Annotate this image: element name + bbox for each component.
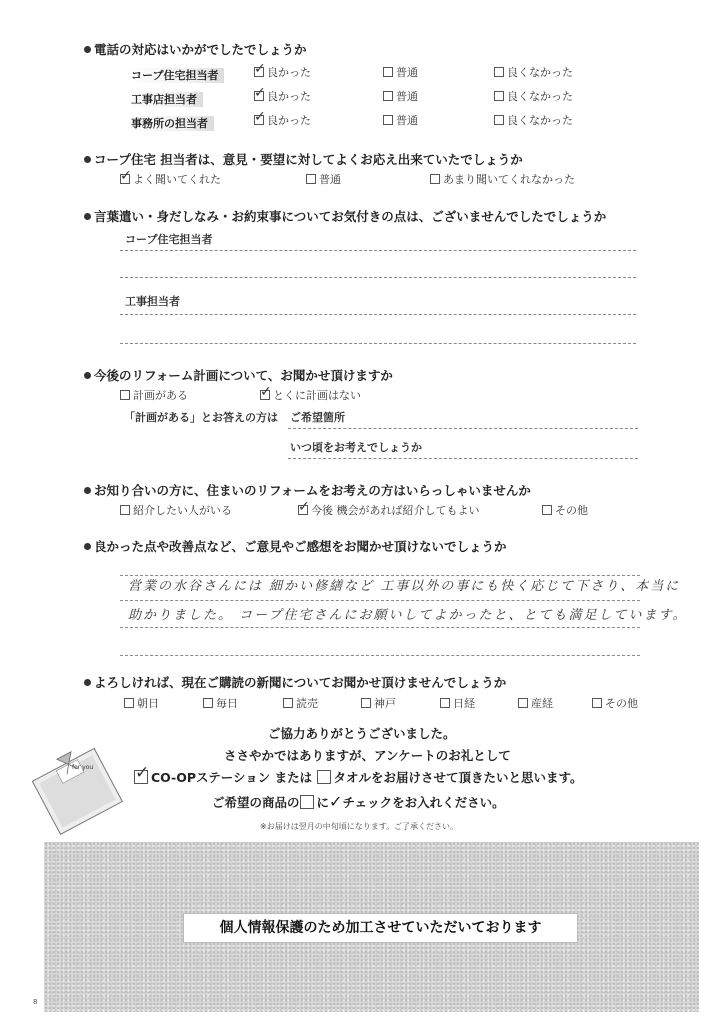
checkbox[interactable] (120, 505, 130, 515)
q4-title: 今後のリフォーム計画について、お聞かせ頂けますか (84, 366, 393, 384)
checkbox[interactable] (306, 174, 316, 184)
q7-paper-asahi[interactable]: 朝日 (124, 695, 159, 711)
q4-if-plan: 「計画がある」とお答えの方は (124, 411, 278, 424)
page-mark: 8 (33, 998, 38, 1006)
divider (288, 458, 638, 459)
divider (120, 314, 636, 315)
q1-office-bad[interactable]: 良くなかった (494, 112, 573, 128)
checkbox[interactable]: ✓ (254, 85, 266, 101)
q7-title: よろしければ、現在ご購読の新聞についてお聞かせ頂けませんでしょうか (84, 673, 506, 691)
divider (120, 343, 636, 344)
checkbox[interactable]: ✓ (254, 61, 266, 77)
q7-paper-sankei[interactable]: 産経 (518, 695, 553, 711)
q2-opt-normal[interactable]: 普通 (306, 171, 341, 187)
q5-opt-maybe[interactable]: ✓ 今後 機会があれば紹介してもよい (298, 499, 480, 517)
checkbox[interactable] (494, 91, 504, 101)
q1-contractor-good[interactable]: ✓ 良かった (254, 85, 311, 103)
q6-answer-line2: 助かりました。 コープ住宅さんにお願いしてよかったと、とても満足しています。 (128, 608, 688, 623)
gift-towel-label: タオル (333, 770, 372, 785)
q3-title: 言葉遣い・身だしなみ・お約束事についてお気付きの点は、ございませんでしたでしょうか (84, 207, 606, 225)
checkbox[interactable] (120, 390, 130, 400)
q6-title: 良かった点や改善点など、ご意見やご感想をお聞かせ頂けないでしょうか (84, 537, 507, 555)
q7-paper-mainichi[interactable]: 毎日 (203, 695, 238, 711)
checkbox[interactable] (542, 505, 552, 515)
q7-paper-other[interactable]: その他 (592, 695, 638, 711)
checkbox[interactable] (283, 698, 293, 708)
divider (120, 600, 640, 601)
sample-checkbox (300, 795, 314, 809)
closing-line1: ご協力ありがとうございました。 (268, 726, 456, 741)
q4-place-label: ご希望箇所 (290, 411, 345, 424)
q1-coop-good[interactable]: ✓ 良かった (254, 61, 311, 79)
gift-coop-checkbox[interactable]: ✓ (135, 763, 150, 783)
check-mark-icon: ✓ (329, 792, 343, 811)
checkbox[interactable] (203, 698, 213, 708)
checkbox[interactable] (430, 174, 440, 184)
checkbox[interactable]: ✓ (254, 109, 266, 125)
divider (288, 428, 638, 429)
checkbox[interactable]: ✓ (120, 168, 132, 184)
checkbox[interactable] (383, 91, 393, 101)
q1-coop-bad[interactable]: 良くなかった (494, 64, 573, 80)
q2-title: コープ住宅 担当者は、意見・要望に対してよくお応え出来ていたでしょうか (84, 150, 523, 168)
card-text: for you (72, 764, 94, 771)
closing-line4: ご希望の商品の に✓チェックをお入れください。 (212, 792, 505, 811)
role-label: コープ住宅担当者 (125, 68, 224, 83)
checkbox[interactable] (518, 698, 528, 708)
q3-label-construction: 工事担当者 (125, 295, 180, 308)
divider (120, 627, 640, 628)
checkbox[interactable]: ✓ (260, 384, 272, 400)
q2-opt-not-listened[interactable]: あまり聞いてくれなかった (430, 171, 575, 187)
checkbox[interactable] (124, 698, 134, 708)
checkbox[interactable] (361, 698, 371, 708)
checkbox[interactable] (383, 67, 393, 77)
q5-opt-introduce[interactable]: 紹介したい人がいる (120, 502, 232, 518)
closing-line3: ✓ CO-OPステーション または タオルをお届けさせて頂きたいと思います。 (135, 763, 583, 785)
divider (120, 655, 640, 656)
q1-office-normal[interactable]: 普通 (383, 112, 418, 128)
gift-towel-checkbox[interactable] (317, 770, 331, 784)
q3-label-coop: コープ住宅担当者 (125, 233, 213, 246)
divider (120, 277, 636, 278)
q4-when-label: いつ頃をお考えでしょうか (290, 441, 422, 454)
q1-contractor-normal[interactable]: 普通 (383, 88, 418, 104)
gift-coop-label: CO-OPステーション (151, 770, 271, 785)
checkbox[interactable] (494, 67, 504, 77)
q1-row-contractor (125, 88, 203, 107)
q5-title: お知り合いの方に、住まいのリフォームをお考えの方はいらっしゃいませんか (84, 481, 531, 499)
checkbox[interactable] (592, 698, 602, 708)
q4-opt-has-plan[interactable]: 計画がある (120, 387, 188, 403)
closing-line2: ささやかではありますが、アンケートのお礼として (224, 748, 511, 763)
role-label: 工事店担当者 (125, 92, 203, 107)
checkbox[interactable] (494, 115, 504, 125)
q1-row-office (125, 112, 214, 131)
q1-contractor-bad[interactable]: 良くなかった (494, 88, 573, 104)
q1-office-good[interactable]: ✓ 良かった (254, 109, 311, 127)
checkbox[interactable] (440, 698, 450, 708)
q1-row-coop (125, 64, 224, 83)
divider (120, 250, 636, 251)
q6-answer-line1: 営業の水谷さんには 細かい修繕など 工事以外の事にも快く応じて下さり、本当に (128, 579, 681, 594)
q7-paper-yomiuri[interactable]: 読売 (283, 695, 318, 711)
q2-opt-listened[interactable]: ✓ よく聞いてくれた (120, 168, 221, 186)
q1-coop-normal[interactable]: 普通 (383, 64, 418, 80)
q5-opt-other[interactable]: その他 (542, 502, 588, 518)
q4-opt-no-plan[interactable]: ✓ とくに計画はない (260, 384, 361, 402)
role-label: 事務所の担当者 (125, 116, 214, 131)
q1-title: 電話の対応はいかがでしたでしょうか (84, 40, 307, 58)
delivery-note: ※お届けは翌月の中旬頃になります。ご了承ください。 (260, 822, 459, 831)
q7-paper-kobe[interactable]: 神戸 (361, 695, 396, 711)
checkbox[interactable]: ✓ (298, 499, 310, 515)
checkbox[interactable] (383, 115, 393, 125)
q7-paper-nikkei[interactable]: 日経 (440, 695, 475, 711)
gift-card-icon (30, 740, 130, 835)
privacy-notice: 個人情報保護のため加工させていただいております (183, 913, 578, 943)
